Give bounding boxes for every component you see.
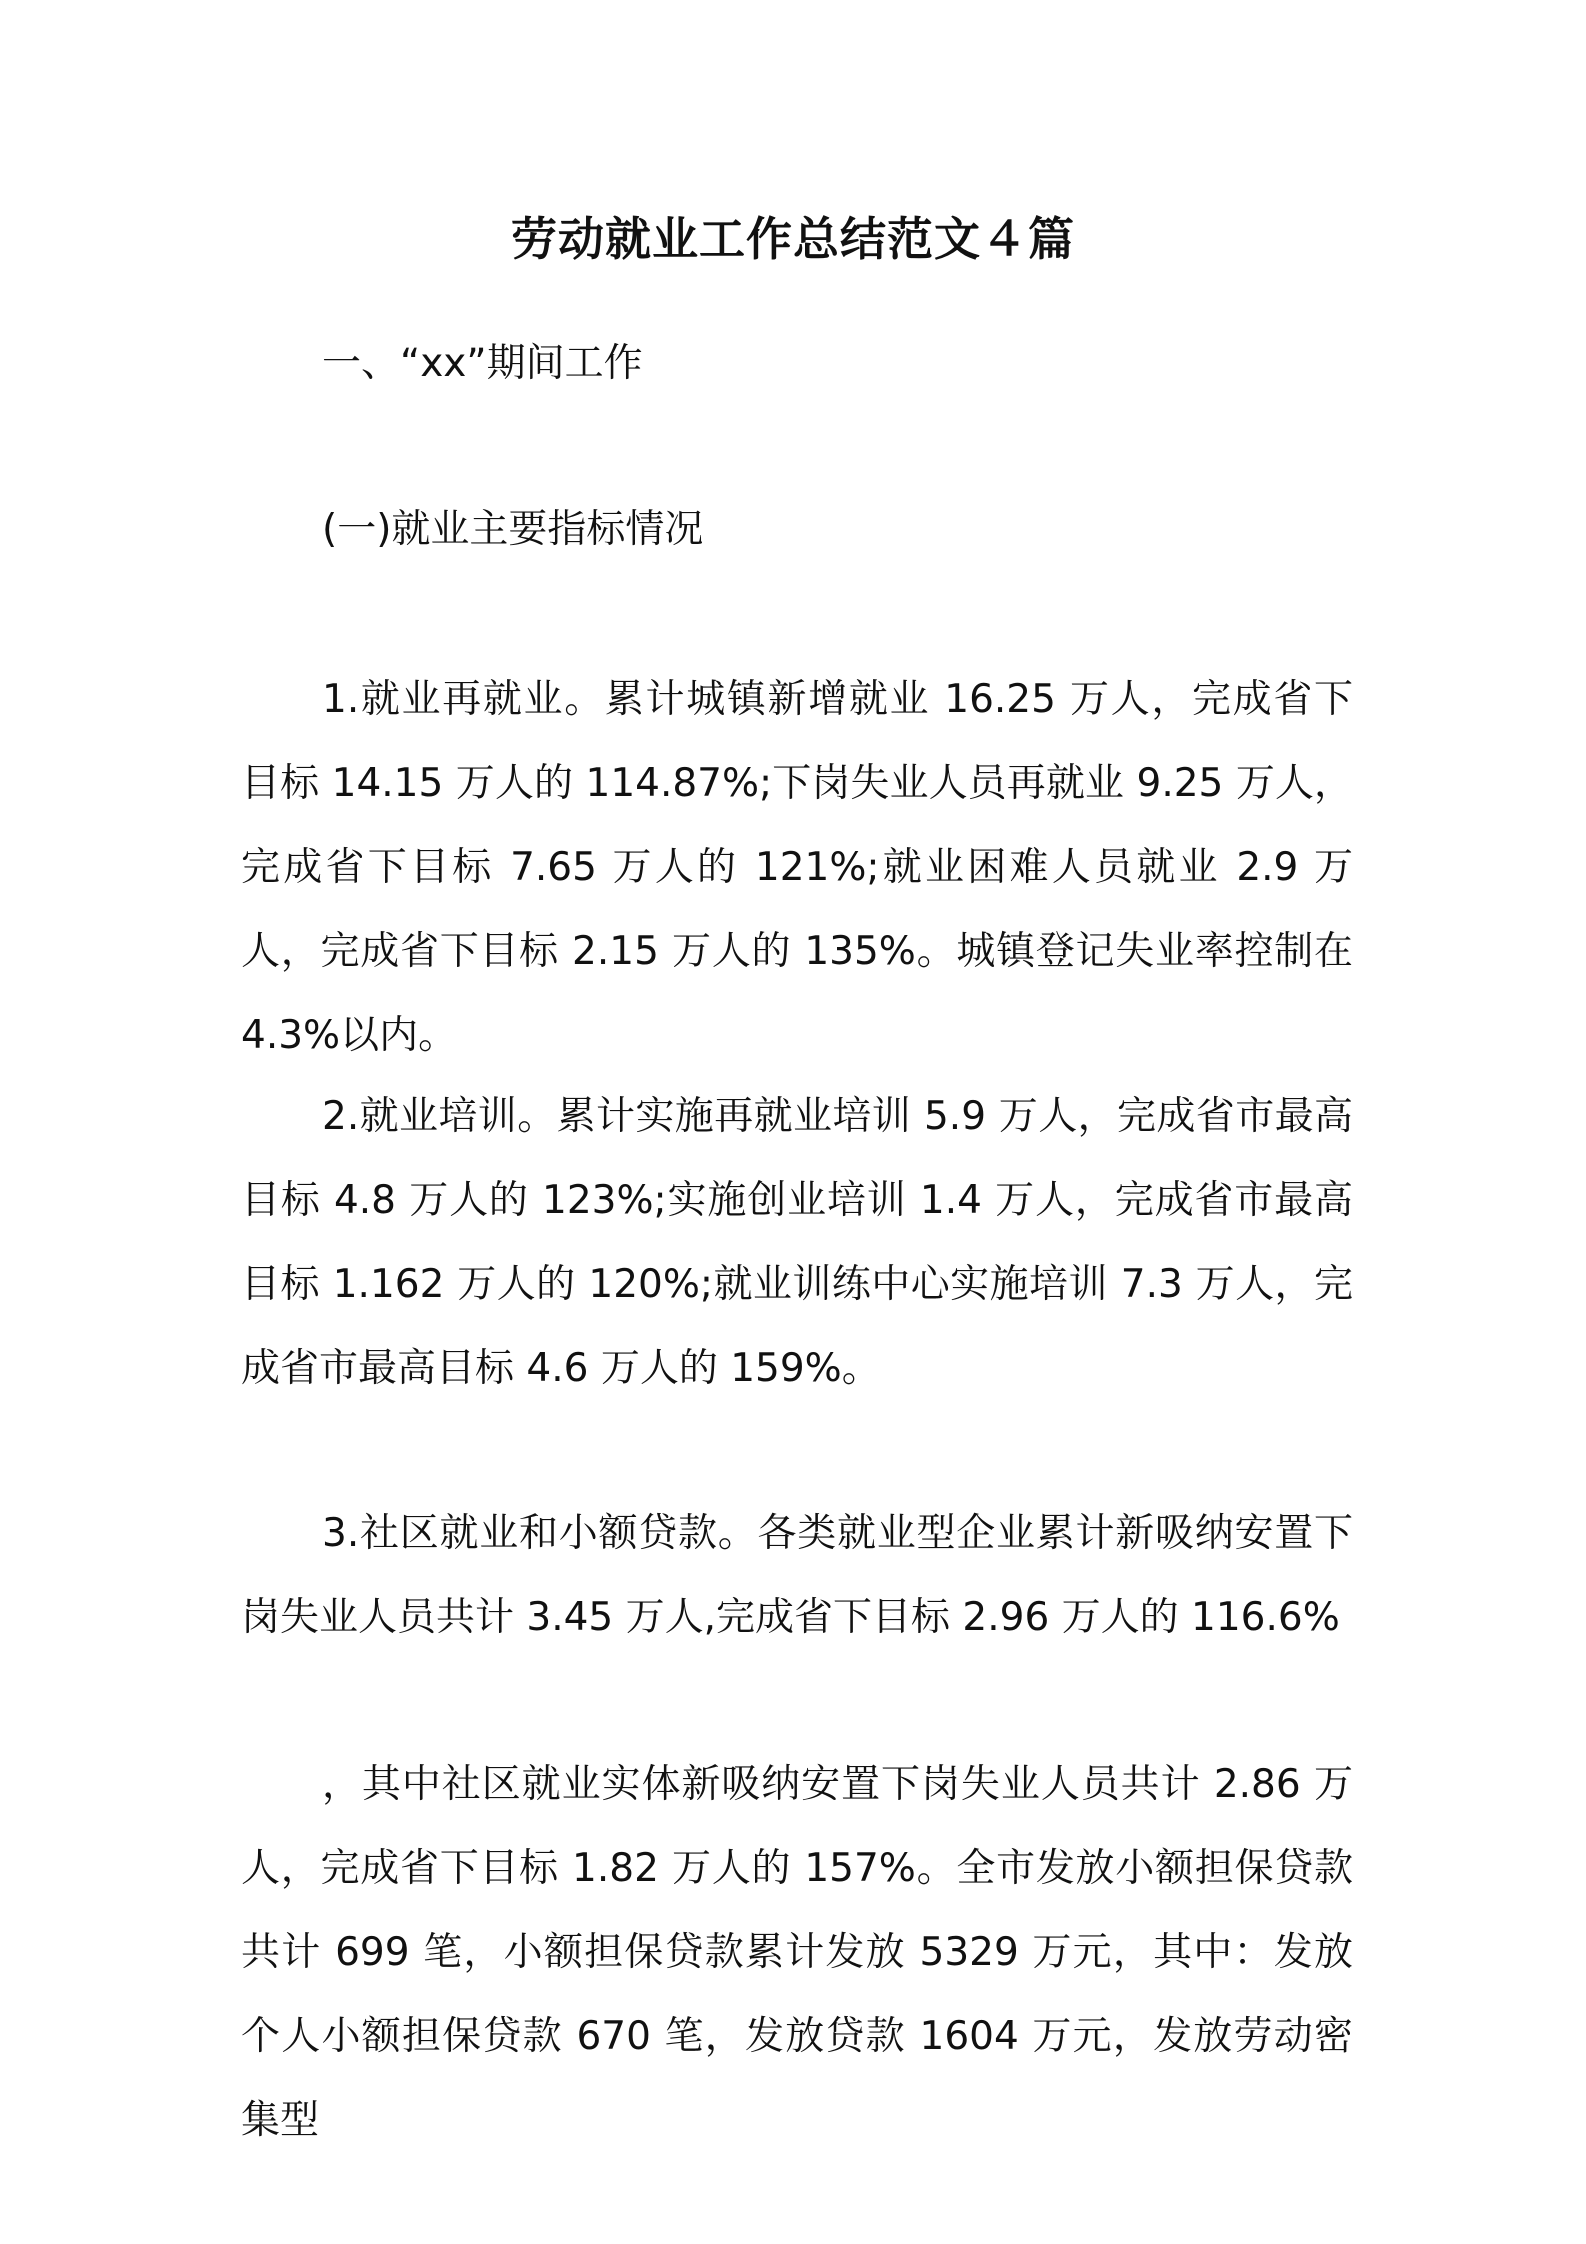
document-title: 劳动就业工作总结范文４篇 — [511, 212, 1075, 266]
paragraph-community-loans: 3.社区就业和小额贷款。各类就业型企业累计新吸纳安置下岗失业人员共计 3.45 万人,完成省下目标 2.96 万人的 116.6% — [241, 1511, 1353, 1640]
section-heading: 一、“xx”期间工作 — [322, 341, 643, 386]
paragraph-employment: 1.就业再就业。累计城镇新增就业 16.25 万人，完成省下目标 14.15 万人的 114.87%;下岗失业人员再就业 9.25 万人，完成省下目标 7.65 万人的 121%;就业困难人员就业 2.9 万人，完成省下目标 2.15 万人的 135%。城镇登记失业率控制在 4.3%以内。 — [241, 677, 1353, 1058]
paragraph-community-loans-continued: ，其中社区就业实体新吸纳安置下岗失业人员共计 2.86 万人，完成省下目标 1.82 万人的 157%。全市发放小额担保贷款共计 699 笔，小额担保贷款累计发放 5329 万元，其中：发放个人小额担保贷款 670 笔，发放贷款 1604 万元，发放劳动密集型 — [241, 1762, 1353, 2143]
subsection-heading: (一)就业主要指标情况 — [322, 507, 704, 552]
paragraph-training: 2.就业培训。累计实施再就业培训 5.9 万人，完成省市最高目标 4.8 万人的 123%;实施创业培训 1.4 万人，完成省市最高目标 1.162 万人的 120%;就业训练中心实施培训 7.3 万人，完成省市最高目标 4.6 万人的 159%。 — [241, 1094, 1353, 1391]
